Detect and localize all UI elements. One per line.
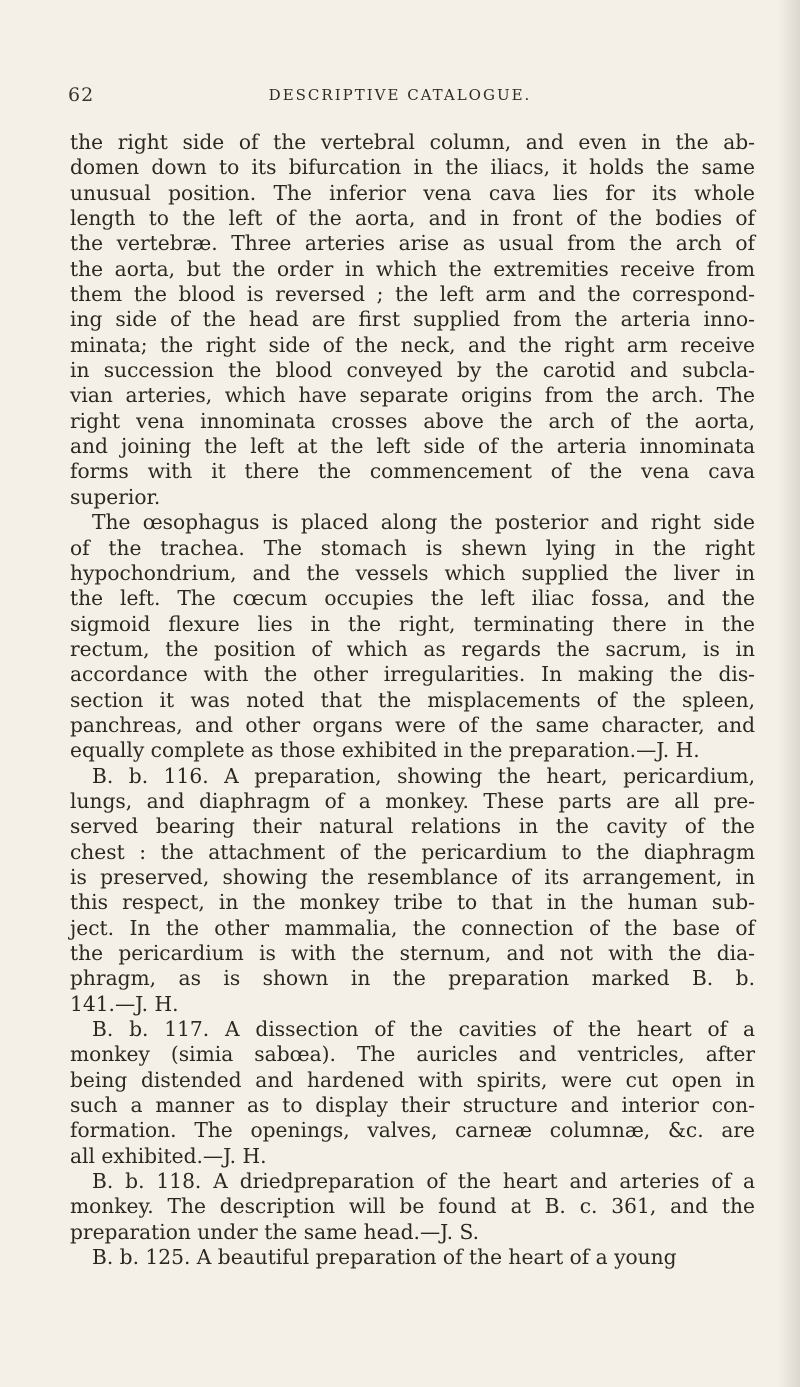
text-line: forms with it there the commencement of the vena cava [70,459,755,484]
text-line: all exhibited.—J. H. [70,1143,267,1168]
body-text [70,130,755,1270]
text-line: in succession the blood conveyed by the carotid and subcla- [70,358,755,383]
text-line: the vertebræ. Three arteries arise as usual from the arch of [70,231,755,256]
text-line: right vena innominata crosses above the arch of the aorta, [70,408,755,433]
text-line: accordance with the other irregularities. In making the dis- [70,662,755,687]
text-line: ject. In the other mammalia, the connection of the base of [70,915,755,940]
text-line: the aorta, but the order in which the extremities receive from [70,256,755,281]
text-line: and joining the left at the left side of the arteria innominata [70,434,755,459]
text-line: of the trachea. The stomach is shewn lying in the right [70,535,755,560]
page-edge-shadow [778,0,800,1387]
running-head: DESCRIPTIVE CATALOGUE. [268,86,532,104]
text-line: served bearing their natural relations in the cavity of the [70,814,755,839]
text-line: the right side of the vertebral column, and even in the ab- [70,130,755,154]
text-line: is preserved, showing the resemblance of its arrangement, in [70,864,755,889]
text-line: equally complete as those exhibited in the preparation.—J. H. [70,738,700,763]
text-line: monkey. The description will be found at B. c. 361, and the [70,1194,755,1219]
text-line: The œsophagus is placed along the posterior and right side [92,510,755,535]
text-line: length to the left of the aorta, and in front of the bodies of [70,206,755,231]
text-line: ing side of the head are first supplied from the arteria inno- [70,307,755,332]
text-line: hypochondrium, and the vessels which supplied the liver in [70,560,755,585]
text-line: sigmoid flexure lies in the right, terminating there in the [70,611,755,636]
text-line: B. b. 116. A preparation, showing the heart, pericardium, [92,763,755,788]
text-line: lungs, and diaphragm of a monkey. These parts are all pre- [70,788,755,813]
text-line: the pericardium is with the sternum, and not with the dia- [70,941,755,965]
text-line: the left. The cœcum occupies the left iliac fossa, and the [70,586,755,611]
text-line: chest : the attachment of the pericardium to the diaphragm [70,839,755,864]
text-line: section it was noted that the misplacements of the spleen, [70,687,755,712]
text-line: phragm, as is shown in the preparation marked B. b. [70,966,755,991]
text-line: formation. The openings, valves, carneæ columnæ, &c. are [70,1118,755,1143]
text-line: being distended and hardened with spirits, were cut open in [70,1067,755,1092]
text-line: domen down to its bifurcation in the iliacs, it holds the same [70,155,755,180]
text-line: B. b. 117. A dissection of the cavities of the heart of a [92,1017,755,1042]
text-line: vian arteries, which have separate origins from the arch. The [70,383,755,408]
text-line: B. b. 118. A driedpreparation of the heart and arteries of a [92,1169,755,1194]
page-number: 62 [68,84,95,106]
text-line: them the blood is reversed ; the left arm and the correspond- [70,282,755,307]
text-line: preparation under the same head.—J. S. [70,1219,480,1244]
text-line: such a manner as to display their structure and interior con- [70,1093,755,1118]
text-line: rectum, the position of which as regards the sacrum, is in [70,636,755,661]
text-line: minata; the right side of the neck, and the right arm receive [70,332,755,357]
text-line: panchreas, and other organs were of the same character, and [70,712,755,737]
text-line: 141.—J. H. [70,991,179,1016]
text-line: B. b. 125. A beautiful preparation of the heart of a young [92,1245,677,1270]
text-line: unusual position. The inferior vena cava lies for its whole [70,180,755,205]
text-line: this respect, in the monkey tribe to that in the human sub- [70,890,755,915]
text-line: superior. [70,484,161,509]
text-line: monkey (simia sabœa). The auricles and ventricles, after [70,1042,755,1067]
page-header [0,86,800,110]
